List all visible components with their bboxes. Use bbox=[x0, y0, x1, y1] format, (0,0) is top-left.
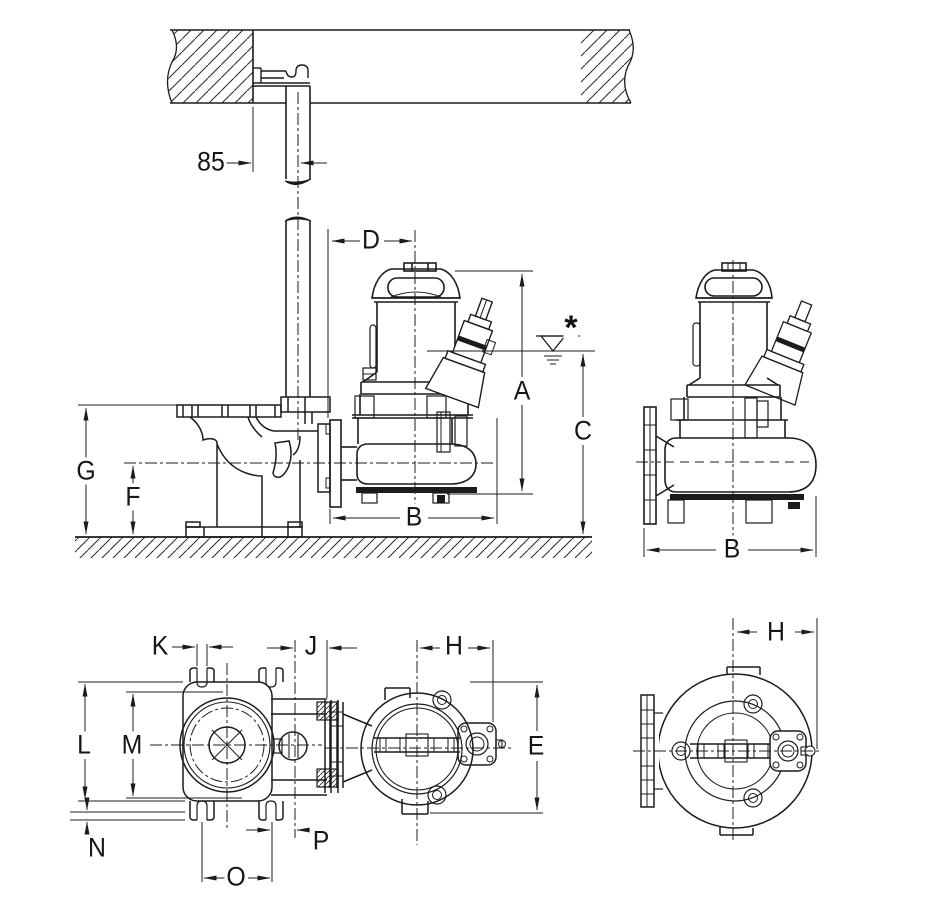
ceiling-slab-section bbox=[168, 30, 634, 103]
dim-label-A: A bbox=[513, 375, 531, 406]
dim-label-B-side: B bbox=[405, 501, 423, 532]
dim-label-N: N bbox=[88, 832, 106, 863]
dim-label-C: C bbox=[574, 415, 592, 446]
dim-label-F: F bbox=[125, 481, 141, 512]
dim-label-G: G bbox=[76, 455, 96, 486]
pump-plan-view bbox=[325, 640, 543, 845]
dim-label-E: E bbox=[527, 730, 545, 761]
dim-label-L: L bbox=[77, 729, 91, 760]
dim-label-J: J bbox=[304, 630, 318, 661]
guide-pipe bbox=[285, 86, 311, 440]
dim-label-H-plan: H bbox=[445, 630, 463, 661]
dim-K bbox=[172, 644, 233, 666]
pump-side-view bbox=[124, 230, 514, 512]
dim-label-O: O bbox=[226, 861, 246, 892]
dim-85 bbox=[226, 107, 327, 172]
cable-gland-front bbox=[745, 293, 832, 405]
upper-guide-bracket bbox=[253, 65, 310, 86]
dim-label-B-front: B bbox=[723, 533, 741, 564]
ground-line bbox=[75, 537, 592, 558]
dim-label-M: M bbox=[121, 729, 143, 760]
water-level-asterisk: * bbox=[564, 309, 578, 347]
dim-D bbox=[328, 224, 412, 418]
dim-label-D: D bbox=[362, 224, 380, 255]
dim-label-85: 85 bbox=[197, 146, 225, 177]
dim-label-P: P bbox=[312, 825, 330, 856]
pump-plan-view-free bbox=[633, 618, 822, 840]
pump-front-view bbox=[636, 260, 832, 560]
base-elbow-plan-view bbox=[150, 663, 338, 828]
base-elbow-side-view bbox=[177, 397, 330, 537]
cable-gland bbox=[426, 291, 514, 408]
dim-label-K: K bbox=[151, 630, 169, 661]
dim-label-H-free: H bbox=[767, 616, 785, 647]
